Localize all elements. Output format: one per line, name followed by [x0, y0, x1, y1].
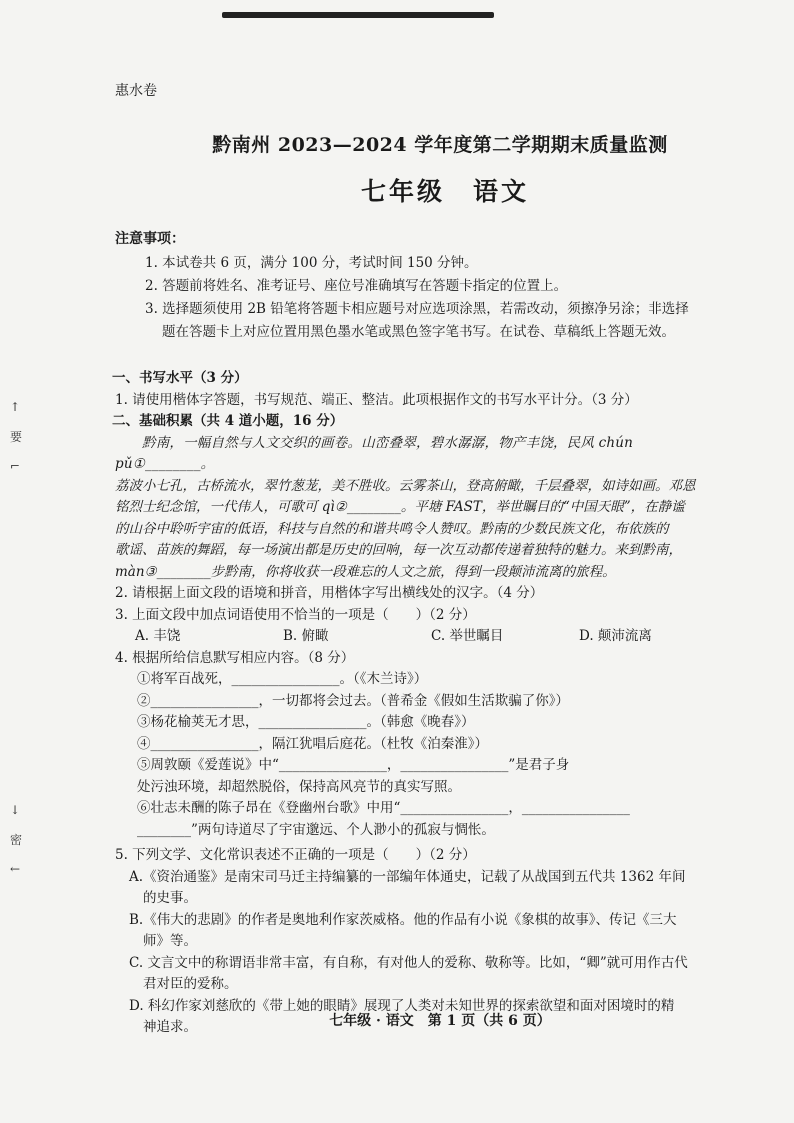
passage-line: 荔波小七孔，古桥流水，翠竹葱茏，美不胜收。云雾茶山，登高俯瞰，千层叠翠，如诗如画。邓恩: [115, 477, 696, 494]
q5-option-continued: 君对臣的爱称。: [143, 976, 238, 992]
option-a: A. 丰饶: [135, 628, 181, 644]
fill-item: ②________________，一切都将会过去。（普希金《假如生活欺骗了你》）: [137, 692, 569, 709]
q5-option: D. 科幻作家刘慈欣的《带上她的眼睛》展现了人类对未知世界的探索欲望和面对困境时的精: [129, 997, 675, 1014]
margin-mark: ↓: [10, 803, 21, 817]
margin-mark: 密: [10, 833, 23, 847]
question-5: 5. 下列文学、文化常识表述不正确的一项是（ ）（2 分）: [115, 847, 476, 863]
binding-margin-marks: [10, 400, 28, 890]
exam-body: [112, 368, 735, 1039]
option-c: C. 举世瞩目: [431, 628, 504, 644]
passage-line: 铭烈士纪念馆，一代伟人，可歌可 qì②________。平塘 FAST，举世瞩目的“中国天眼”，在静谧: [115, 499, 685, 515]
fill-item-continued: ________”两句诗道尽了宇宙邈远、个人渺小的孤寂与惆怅。: [137, 821, 495, 838]
section-heading: 一、书写水平（3 分）: [112, 370, 248, 386]
question-2: 2. 请根据上面文段的语境和拼音，用楷体字写出横线处的汉字。（4 分）: [115, 585, 544, 601]
option-b: B. 俯瞰: [283, 628, 329, 644]
note-item: 3. 选择题须使用 2B 铅笔将答题卡相应题号对应选项涂黑，若需改动，须擦净另涂；非选择: [145, 301, 689, 317]
subject-title: 七年级 语文: [360, 177, 529, 206]
page-title: 黔南州 2023—2024 学年度第二学期期末质量监测: [212, 134, 668, 156]
option-d: D. 颠沛流离: [579, 628, 652, 644]
passage-line: màn③________步黔南，你将收获一段难忘的人文之旅，得到一段颠沛流离的旅程。: [115, 563, 616, 580]
margin-mark: ←: [10, 862, 21, 876]
note-item: 1. 本试卷共 6 页，满分 100 分，考试时间 150 分钟。: [145, 255, 478, 271]
question-3: 3. 上面文段中加点词语使用不恰当的一项是（ ）（2 分）: [115, 606, 476, 623]
fill-item: ④________________，隔江犹唱后庭花。（杜牧《泊秦淮》）: [137, 735, 488, 752]
fill-item: ⑥壮志未酬的陈子昂在《登幽州台歌》中用“________________，________________: [137, 800, 630, 816]
q5-option: A.《资治通鉴》是南宋司马迁主持编纂的一部编年体通史，记载了从战国到五代共 1362 年间: [129, 868, 686, 885]
note-item: 2. 答题前将姓名、准考证号、座位号准确填写在答题卡指定的位置上。: [145, 278, 568, 294]
q5-option-continued: 师》等。: [143, 933, 197, 949]
notes-heading: 注意事项：: [115, 231, 185, 247]
q5-option: C. 文言文中的称谓语非常丰富，有自称，有对他人的爱称、敬称等。比如，“卿”就可用作古代: [129, 954, 688, 971]
margin-mark: ↑: [10, 400, 21, 414]
passage-line: 的山谷中聆听宇宙的低语，科技与自然的和谐共鸣令人赞叹。黔南的少数民族文化，布依族的: [115, 520, 669, 537]
section-heading: 二、基础积累（共 4 道小题，16 分）: [112, 413, 344, 429]
margin-mark: ⌐: [10, 459, 21, 473]
fill-item: ①将军百战死，________________。（《木兰诗》）: [137, 671, 428, 687]
q5-option-continued: 神追求。: [143, 1019, 197, 1035]
passage-line: 黔南，一幅自然与人文交织的画卷。山峦叠翠，碧水潺潺，物产丰饶，民风 chún pǔ①________。: [115, 434, 634, 472]
fill-item-continued: 处污浊环境，却超然脱俗，保持高风亮节的真实写照。: [137, 778, 461, 795]
question-4: 4. 根据所给信息默写相应内容。（8 分）: [115, 649, 355, 666]
scan-top-bar: [222, 12, 494, 18]
passage-line: 歌谣、苗族的舞蹈，每一场演出都是历史的回响，每一次互动都传递着独特的魅力。来到黔南，: [115, 542, 682, 558]
series-label: 惠水卷: [115, 83, 157, 99]
page-footer: 七年级 · 语文 第 1 页（共 6 页）: [329, 1013, 551, 1029]
question-1: 1. 请使用楷体字答题，书写规范、端正、整洁。此项根据作文的书写水平计分。（3 分）: [115, 391, 638, 408]
notes-list: [145, 252, 735, 344]
margin-mark: 要: [10, 430, 23, 444]
q3-options: [115, 626, 735, 648]
q5-option: B.《伟大的悲剧》的作者是奥地利作家茨威格。他的作品有小说《象棋的故事》、传记《三大: [129, 911, 677, 928]
q5-option-continued: 的史事。: [143, 890, 197, 906]
fill-item: ⑤周敦颐《爱莲说》中“________________，________________”是君子身: [137, 757, 570, 773]
fill-item: ③杨花榆荚无才思，________________。（韩愈《晚春》）: [137, 714, 475, 730]
note-item: 题在答题卡上对应位置用黑色墨水笔或黑色签字笔书写。在试卷、草稿纸上答题无效。: [162, 324, 675, 340]
